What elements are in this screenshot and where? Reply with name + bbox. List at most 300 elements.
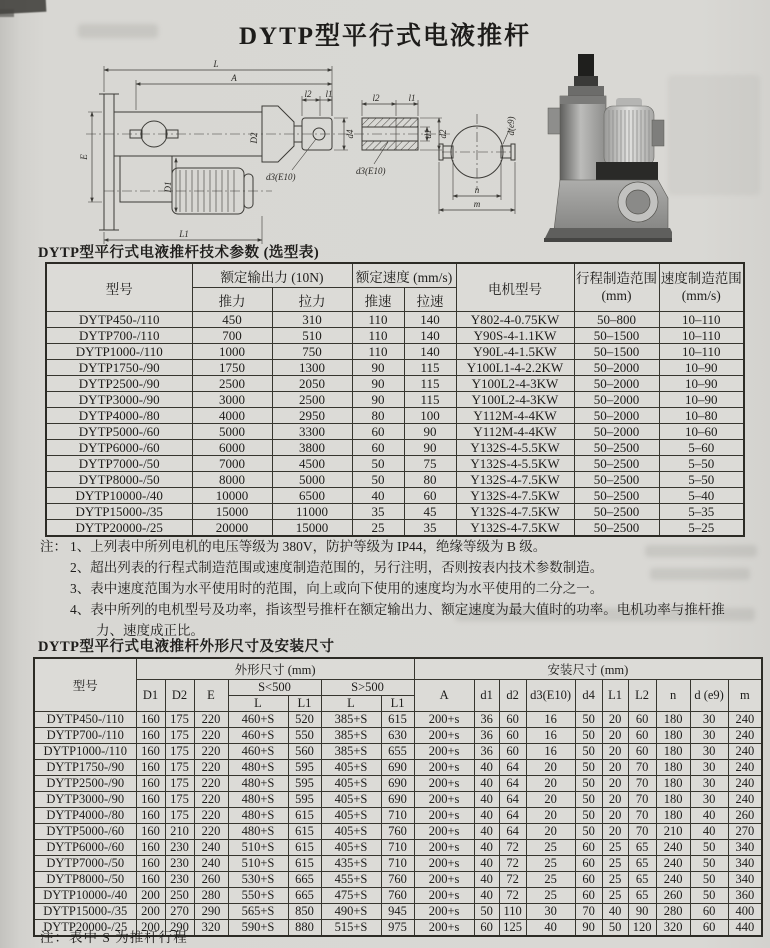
value-cell: 35 <box>404 520 456 537</box>
value-cell: 360 <box>728 887 762 903</box>
value-cell: 160 <box>136 711 165 727</box>
table-row <box>34 743 762 759</box>
value-cell: 405+S <box>321 791 381 807</box>
value-cell: 270 <box>728 823 762 839</box>
value-cell: Y802-4-0.75KW <box>456 312 574 328</box>
value-cell: 16 <box>526 711 575 727</box>
col-group-stroke-lt-500: S<500 <box>228 679 321 695</box>
value-cell: 16 <box>526 743 575 759</box>
value-cell: 550 <box>288 727 321 743</box>
value-cell: 10–90 <box>659 376 744 392</box>
value-cell: 690 <box>381 791 414 807</box>
value-cell: 40 <box>690 823 728 839</box>
value-cell: 1750 <box>192 360 272 376</box>
value-cell: 260 <box>194 871 228 887</box>
value-cell: 64 <box>499 823 526 839</box>
value-cell: 80 <box>352 408 404 424</box>
value-cell: 180 <box>656 727 690 743</box>
value-cell: 16 <box>526 727 575 743</box>
model-cell: DYTP15000-/35 <box>46 504 192 520</box>
value-cell: 25 <box>352 520 404 537</box>
value-cell: 60 <box>628 743 656 759</box>
value-cell: 220 <box>194 823 228 839</box>
value-cell: 60 <box>499 727 526 743</box>
dim-label-d3b: d3(E10) <box>356 166 386 176</box>
table-row <box>46 456 744 472</box>
value-cell: Y132S-4-5.5KW <box>456 456 574 472</box>
value-cell: 510+S <box>228 839 288 855</box>
value-cell: 290 <box>165 919 194 936</box>
model-cell: DYTP6000-/60 <box>46 440 192 456</box>
value-cell: 140 <box>404 328 456 344</box>
value-cell: 25 <box>526 839 575 855</box>
col-header-pull-force: 拉力 <box>272 288 352 312</box>
value-cell: 115 <box>404 376 456 392</box>
value-cell: 180 <box>656 743 690 759</box>
value-cell: 60 <box>690 919 728 936</box>
value-cell: 200+s <box>414 807 474 823</box>
value-cell: 200 <box>136 903 165 919</box>
col-header-model: 型号 <box>46 263 192 312</box>
value-cell: 140 <box>404 312 456 328</box>
value-cell: 36 <box>474 743 499 759</box>
value-cell: 25 <box>526 871 575 887</box>
col-header-n: n <box>656 679 690 711</box>
table-row <box>46 408 744 424</box>
value-cell: 90 <box>404 424 456 440</box>
value-cell: 10–90 <box>659 392 744 408</box>
value-cell: 6500 <box>272 488 352 504</box>
value-cell: 50 <box>352 472 404 488</box>
value-cell: 115 <box>404 392 456 408</box>
stroke-range-line1: 行程制造范围 <box>576 270 657 286</box>
value-cell: 10000 <box>192 488 272 504</box>
model-cell: DYTP1750-/90 <box>46 360 192 376</box>
value-cell: 220 <box>194 759 228 775</box>
value-cell: 615 <box>288 855 321 871</box>
value-cell: 160 <box>136 807 165 823</box>
value-cell: 520 <box>288 711 321 727</box>
value-cell: 40 <box>474 791 499 807</box>
value-cell: 30 <box>526 903 575 919</box>
value-cell: 40 <box>474 759 499 775</box>
value-cell: 50–2500 <box>574 456 659 472</box>
dim-label-l1b: l1 <box>408 93 416 103</box>
table-row <box>46 504 744 520</box>
product-photo <box>520 50 672 244</box>
value-cell: 175 <box>165 791 194 807</box>
value-cell: 25 <box>602 887 628 903</box>
model-cell: DYTP4000-/80 <box>46 408 192 424</box>
table-row <box>34 855 762 871</box>
value-cell: 200+s <box>414 903 474 919</box>
model-cell: DYTP20000-/25 <box>46 520 192 537</box>
dim-label-l2: l2 <box>304 89 312 99</box>
value-cell: 615 <box>288 839 321 855</box>
table-row <box>34 807 762 823</box>
value-cell: 515+S <box>321 919 381 936</box>
value-cell: 5–50 <box>659 456 744 472</box>
model-cell: DYTP8000-/50 <box>34 871 136 887</box>
value-cell: 200+s <box>414 855 474 871</box>
model-cell: DYTP3000-/90 <box>46 392 192 408</box>
value-cell: 340 <box>728 855 762 871</box>
value-cell: 10–110 <box>659 344 744 360</box>
table-row <box>46 376 744 392</box>
value-cell: 3800 <box>272 440 352 456</box>
value-cell: 20 <box>602 727 628 743</box>
value-cell: 60 <box>575 871 602 887</box>
value-cell: 20 <box>602 711 628 727</box>
value-cell: 50 <box>575 711 602 727</box>
value-cell: 50–2500 <box>574 520 659 537</box>
value-cell: 385+S <box>321 711 381 727</box>
table-row <box>46 472 744 488</box>
value-cell: 975 <box>381 919 414 936</box>
col-header-L1-gt: L1 <box>381 695 414 711</box>
main-view <box>79 59 355 244</box>
value-cell: 60 <box>352 424 404 440</box>
value-cell: 20 <box>526 823 575 839</box>
value-cell: 50 <box>575 727 602 743</box>
value-cell: 40 <box>474 807 499 823</box>
speed-range-line2: (mm/s) <box>681 287 721 303</box>
value-cell: 30 <box>690 727 728 743</box>
model-cell: DYTP3000-/90 <box>34 791 136 807</box>
value-cell: Y132S-4-7.5KW <box>456 488 574 504</box>
col-header-model: 型号 <box>34 658 136 711</box>
dim-table-body <box>34 711 762 936</box>
dim-label-d3: d3(E10) <box>266 172 296 182</box>
value-cell: 60 <box>628 727 656 743</box>
value-cell: 160 <box>136 839 165 855</box>
value-cell: 2950 <box>272 408 352 424</box>
value-cell: 220 <box>194 727 228 743</box>
value-cell: 50–2500 <box>574 472 659 488</box>
col-header-L1: L1 <box>602 679 628 711</box>
model-cell: DYTP450-/110 <box>34 711 136 727</box>
col-header-d-e9: d (e9) <box>690 679 728 711</box>
value-cell: 2500 <box>272 392 352 408</box>
table-row <box>46 440 744 456</box>
value-cell: 64 <box>499 759 526 775</box>
value-cell: 30 <box>690 775 728 791</box>
value-cell: 20 <box>526 759 575 775</box>
value-cell: 70 <box>628 823 656 839</box>
value-cell: 455+S <box>321 871 381 887</box>
value-cell: 405+S <box>321 759 381 775</box>
value-cell: 90 <box>628 903 656 919</box>
value-cell: 160 <box>136 823 165 839</box>
value-cell: 200+s <box>414 759 474 775</box>
value-cell: 460+S <box>228 743 288 759</box>
value-cell: 945 <box>381 903 414 919</box>
model-cell: DYTP1000-/110 <box>46 344 192 360</box>
note-item: 1、上列表中所列电机的电压等级为 380V，防护等级为 IP44，绝缘等级为 B 级。 <box>70 539 547 554</box>
value-cell: 180 <box>656 759 690 775</box>
value-cell: 240 <box>728 711 762 727</box>
model-cell: DYTP10000-/40 <box>46 488 192 504</box>
value-cell: 7000 <box>192 456 272 472</box>
value-cell: 10–90 <box>659 360 744 376</box>
value-cell: 50 <box>575 759 602 775</box>
value-cell: 25 <box>602 839 628 855</box>
figure-band <box>0 50 770 246</box>
value-cell: 200 <box>136 887 165 903</box>
value-cell: 850 <box>288 903 321 919</box>
value-cell: 70 <box>628 807 656 823</box>
value-cell: 40 <box>474 871 499 887</box>
col-group-install-dims: 安装尺寸 (mm) <box>414 658 762 679</box>
value-cell: 250 <box>165 887 194 903</box>
col-header-d2: d2 <box>499 679 526 711</box>
value-cell: 710 <box>381 839 414 855</box>
value-cell: 400 <box>728 903 762 919</box>
spec-table-heading: DYTP型平行式电液推杆技术参数 (选型表) <box>38 245 320 261</box>
value-cell: 385+S <box>321 743 381 759</box>
notes-prefix: 注： <box>40 539 67 554</box>
value-cell: 11000 <box>272 504 352 520</box>
value-cell: 220 <box>194 711 228 727</box>
value-cell: 510 <box>272 328 352 344</box>
value-cell: 595 <box>288 775 321 791</box>
value-cell: 50–1500 <box>574 344 659 360</box>
value-cell: 615 <box>288 807 321 823</box>
value-cell: 90 <box>352 360 404 376</box>
value-cell: 260 <box>656 887 690 903</box>
model-cell: DYTP10000-/40 <box>34 887 136 903</box>
table-row <box>34 791 762 807</box>
table-row <box>34 727 762 743</box>
value-cell: 760 <box>381 823 414 839</box>
value-cell: Y132S-4-7.5KW <box>456 504 574 520</box>
value-cell: 50–2000 <box>574 408 659 424</box>
value-cell: 30 <box>690 759 728 775</box>
value-cell: 15000 <box>192 504 272 520</box>
value-cell: 5–50 <box>659 472 744 488</box>
value-cell: 200 <box>136 919 165 936</box>
value-cell: 230 <box>165 871 194 887</box>
value-cell: 760 <box>381 871 414 887</box>
value-cell: 180 <box>656 807 690 823</box>
value-cell: 175 <box>165 711 194 727</box>
value-cell: 760 <box>381 887 414 903</box>
value-cell: 1300 <box>272 360 352 376</box>
value-cell: 50 <box>690 855 728 871</box>
note-item: 4、表中所列的电机型号及功率，指该型号推杆在额定输出力、额定速度为最大值时的功率。电机功率与推杆推力、速度成正比。 <box>70 601 725 638</box>
value-cell: 440 <box>728 919 762 936</box>
value-cell: 385+S <box>321 727 381 743</box>
value-cell: 40 <box>474 887 499 903</box>
dim-label-L1: L1 <box>179 229 189 239</box>
value-cell: 90 <box>352 376 404 392</box>
value-cell: 115 <box>404 360 456 376</box>
value-cell: 665 <box>288 871 321 887</box>
value-cell: 110 <box>352 344 404 360</box>
value-cell: Y132S-4-7.5KW <box>456 472 574 488</box>
value-cell: 615 <box>381 711 414 727</box>
dim-label-de9: d(e9) <box>506 116 516 136</box>
value-cell: 60 <box>575 855 602 871</box>
value-cell: 240 <box>656 839 690 855</box>
value-cell: 72 <box>499 855 526 871</box>
value-cell: 64 <box>499 791 526 807</box>
value-cell: 615 <box>288 823 321 839</box>
value-cell: 565+S <box>228 903 288 919</box>
col-header-rated-output: 额定输出力 (10N) <box>192 263 352 288</box>
value-cell: 160 <box>136 743 165 759</box>
col-header-L2: L2 <box>628 679 656 711</box>
col-header-push-speed: 推速 <box>352 288 404 312</box>
value-cell: 40 <box>526 919 575 936</box>
value-cell: 60 <box>499 743 526 759</box>
value-cell: 3300 <box>272 424 352 440</box>
table-row <box>46 488 744 504</box>
value-cell: 60 <box>404 488 456 504</box>
value-cell: 175 <box>165 727 194 743</box>
model-cell: DYTP8000-/50 <box>46 472 192 488</box>
value-cell: 210 <box>165 823 194 839</box>
section-detail-view <box>354 93 450 176</box>
col-header-E: E <box>194 679 228 711</box>
table-row <box>46 328 744 344</box>
notes-block <box>40 537 730 642</box>
value-cell: Y112M-4-4KW <box>456 424 574 440</box>
technical-drawing <box>58 54 518 246</box>
value-cell: 50–2000 <box>574 392 659 408</box>
value-cell: 2500 <box>192 376 272 392</box>
value-cell: 220 <box>194 775 228 791</box>
value-cell: 90 <box>575 919 602 936</box>
col-header-L1-lt: L1 <box>288 695 321 711</box>
value-cell: 240 <box>728 775 762 791</box>
value-cell: 40 <box>690 807 728 823</box>
table-row <box>34 903 762 919</box>
value-cell: 50 <box>690 887 728 903</box>
table-row <box>34 839 762 855</box>
value-cell: 480+S <box>228 775 288 791</box>
col-header-motor: 电机型号 <box>456 263 574 312</box>
value-cell: 5–25 <box>659 520 744 537</box>
value-cell: 550+S <box>228 887 288 903</box>
value-cell: 4500 <box>272 456 352 472</box>
value-cell: Y100L2-4-3KW <box>456 392 574 408</box>
value-cell: 50–2500 <box>574 440 659 456</box>
value-cell: 240 <box>194 855 228 871</box>
value-cell: 25 <box>602 871 628 887</box>
value-cell: 1000 <box>192 344 272 360</box>
value-cell: 435+S <box>321 855 381 871</box>
value-cell: 20 <box>602 823 628 839</box>
value-cell: 160 <box>136 791 165 807</box>
value-cell: 340 <box>728 871 762 887</box>
value-cell: 700 <box>192 328 272 344</box>
value-cell: 220 <box>194 743 228 759</box>
value-cell: 595 <box>288 791 321 807</box>
value-cell: Y132S-4-7.5KW <box>456 520 574 537</box>
table-row <box>34 711 762 727</box>
model-cell: DYTP1000-/110 <box>34 743 136 759</box>
value-cell: 20 <box>602 743 628 759</box>
value-cell: Y90L-4-1.5KW <box>456 344 574 360</box>
table-row <box>46 344 744 360</box>
value-cell: 50 <box>602 919 628 936</box>
value-cell: 175 <box>165 775 194 791</box>
value-cell: 50–800 <box>574 312 659 328</box>
value-cell: 20 <box>602 791 628 807</box>
notes-items <box>70 537 730 642</box>
value-cell: 40 <box>474 775 499 791</box>
value-cell: 5–40 <box>659 488 744 504</box>
value-cell: 200+s <box>414 871 474 887</box>
value-cell: 530+S <box>228 871 288 887</box>
value-cell: 50 <box>575 743 602 759</box>
value-cell: 50–2000 <box>574 360 659 376</box>
model-cell: DYTP5000-/60 <box>34 823 136 839</box>
col-header-d4: d4 <box>575 679 602 711</box>
value-cell: 200+s <box>414 823 474 839</box>
value-cell: 50–2000 <box>574 376 659 392</box>
value-cell: 60 <box>575 887 602 903</box>
model-cell: DYTP700-/110 <box>34 727 136 743</box>
value-cell: 50–2500 <box>574 504 659 520</box>
value-cell: 160 <box>136 855 165 871</box>
value-cell: 36 <box>474 727 499 743</box>
value-cell: 10–80 <box>659 408 744 424</box>
col-header-D2: D2 <box>165 679 194 711</box>
value-cell: 20000 <box>192 520 272 537</box>
model-cell: DYTP6000-/60 <box>34 839 136 855</box>
value-cell: 6000 <box>192 440 272 456</box>
value-cell: 175 <box>165 743 194 759</box>
value-cell: 460+S <box>228 711 288 727</box>
note-item: 3、表中速度范围为水平使用时的范围，向上或向下使用的速度均为水平使用的二分之一。 <box>70 580 604 596</box>
value-cell: 240 <box>656 855 690 871</box>
value-cell: 70 <box>575 903 602 919</box>
dim-label-D1: D1 <box>163 181 173 193</box>
value-cell: Y132S-4-5.5KW <box>456 440 574 456</box>
speed-range-line1: 速度制造范围 <box>660 270 742 286</box>
value-cell: 25 <box>526 887 575 903</box>
value-cell: Y90S-4-1.1KW <box>456 328 574 344</box>
value-cell: 750 <box>272 344 352 360</box>
value-cell: 75 <box>404 456 456 472</box>
value-cell: 290 <box>194 903 228 919</box>
dim-label-E: E <box>79 154 89 160</box>
dim-label-m: m <box>473 199 481 209</box>
value-cell: Y100L1-4-2.2KW <box>456 360 574 376</box>
value-cell: 230 <box>165 839 194 855</box>
value-cell: 5000 <box>192 424 272 440</box>
model-cell: DYTP2500-/90 <box>46 376 192 392</box>
col-header-L-lt: L <box>228 695 288 711</box>
value-cell: 10–110 <box>659 312 744 328</box>
value-cell: 50–2000 <box>574 424 659 440</box>
value-cell: 64 <box>499 775 526 791</box>
table-row <box>34 887 762 903</box>
value-cell: 50 <box>575 775 602 791</box>
value-cell: 60 <box>352 440 404 456</box>
value-cell: 200+s <box>414 791 474 807</box>
value-cell: 110 <box>499 903 526 919</box>
value-cell: 690 <box>381 759 414 775</box>
value-cell: 125 <box>499 919 526 936</box>
value-cell: 175 <box>165 807 194 823</box>
model-cell: DYTP450-/110 <box>46 312 192 328</box>
value-cell: 270 <box>165 903 194 919</box>
trunnion-end-view <box>439 114 516 214</box>
value-cell: 80 <box>404 472 456 488</box>
